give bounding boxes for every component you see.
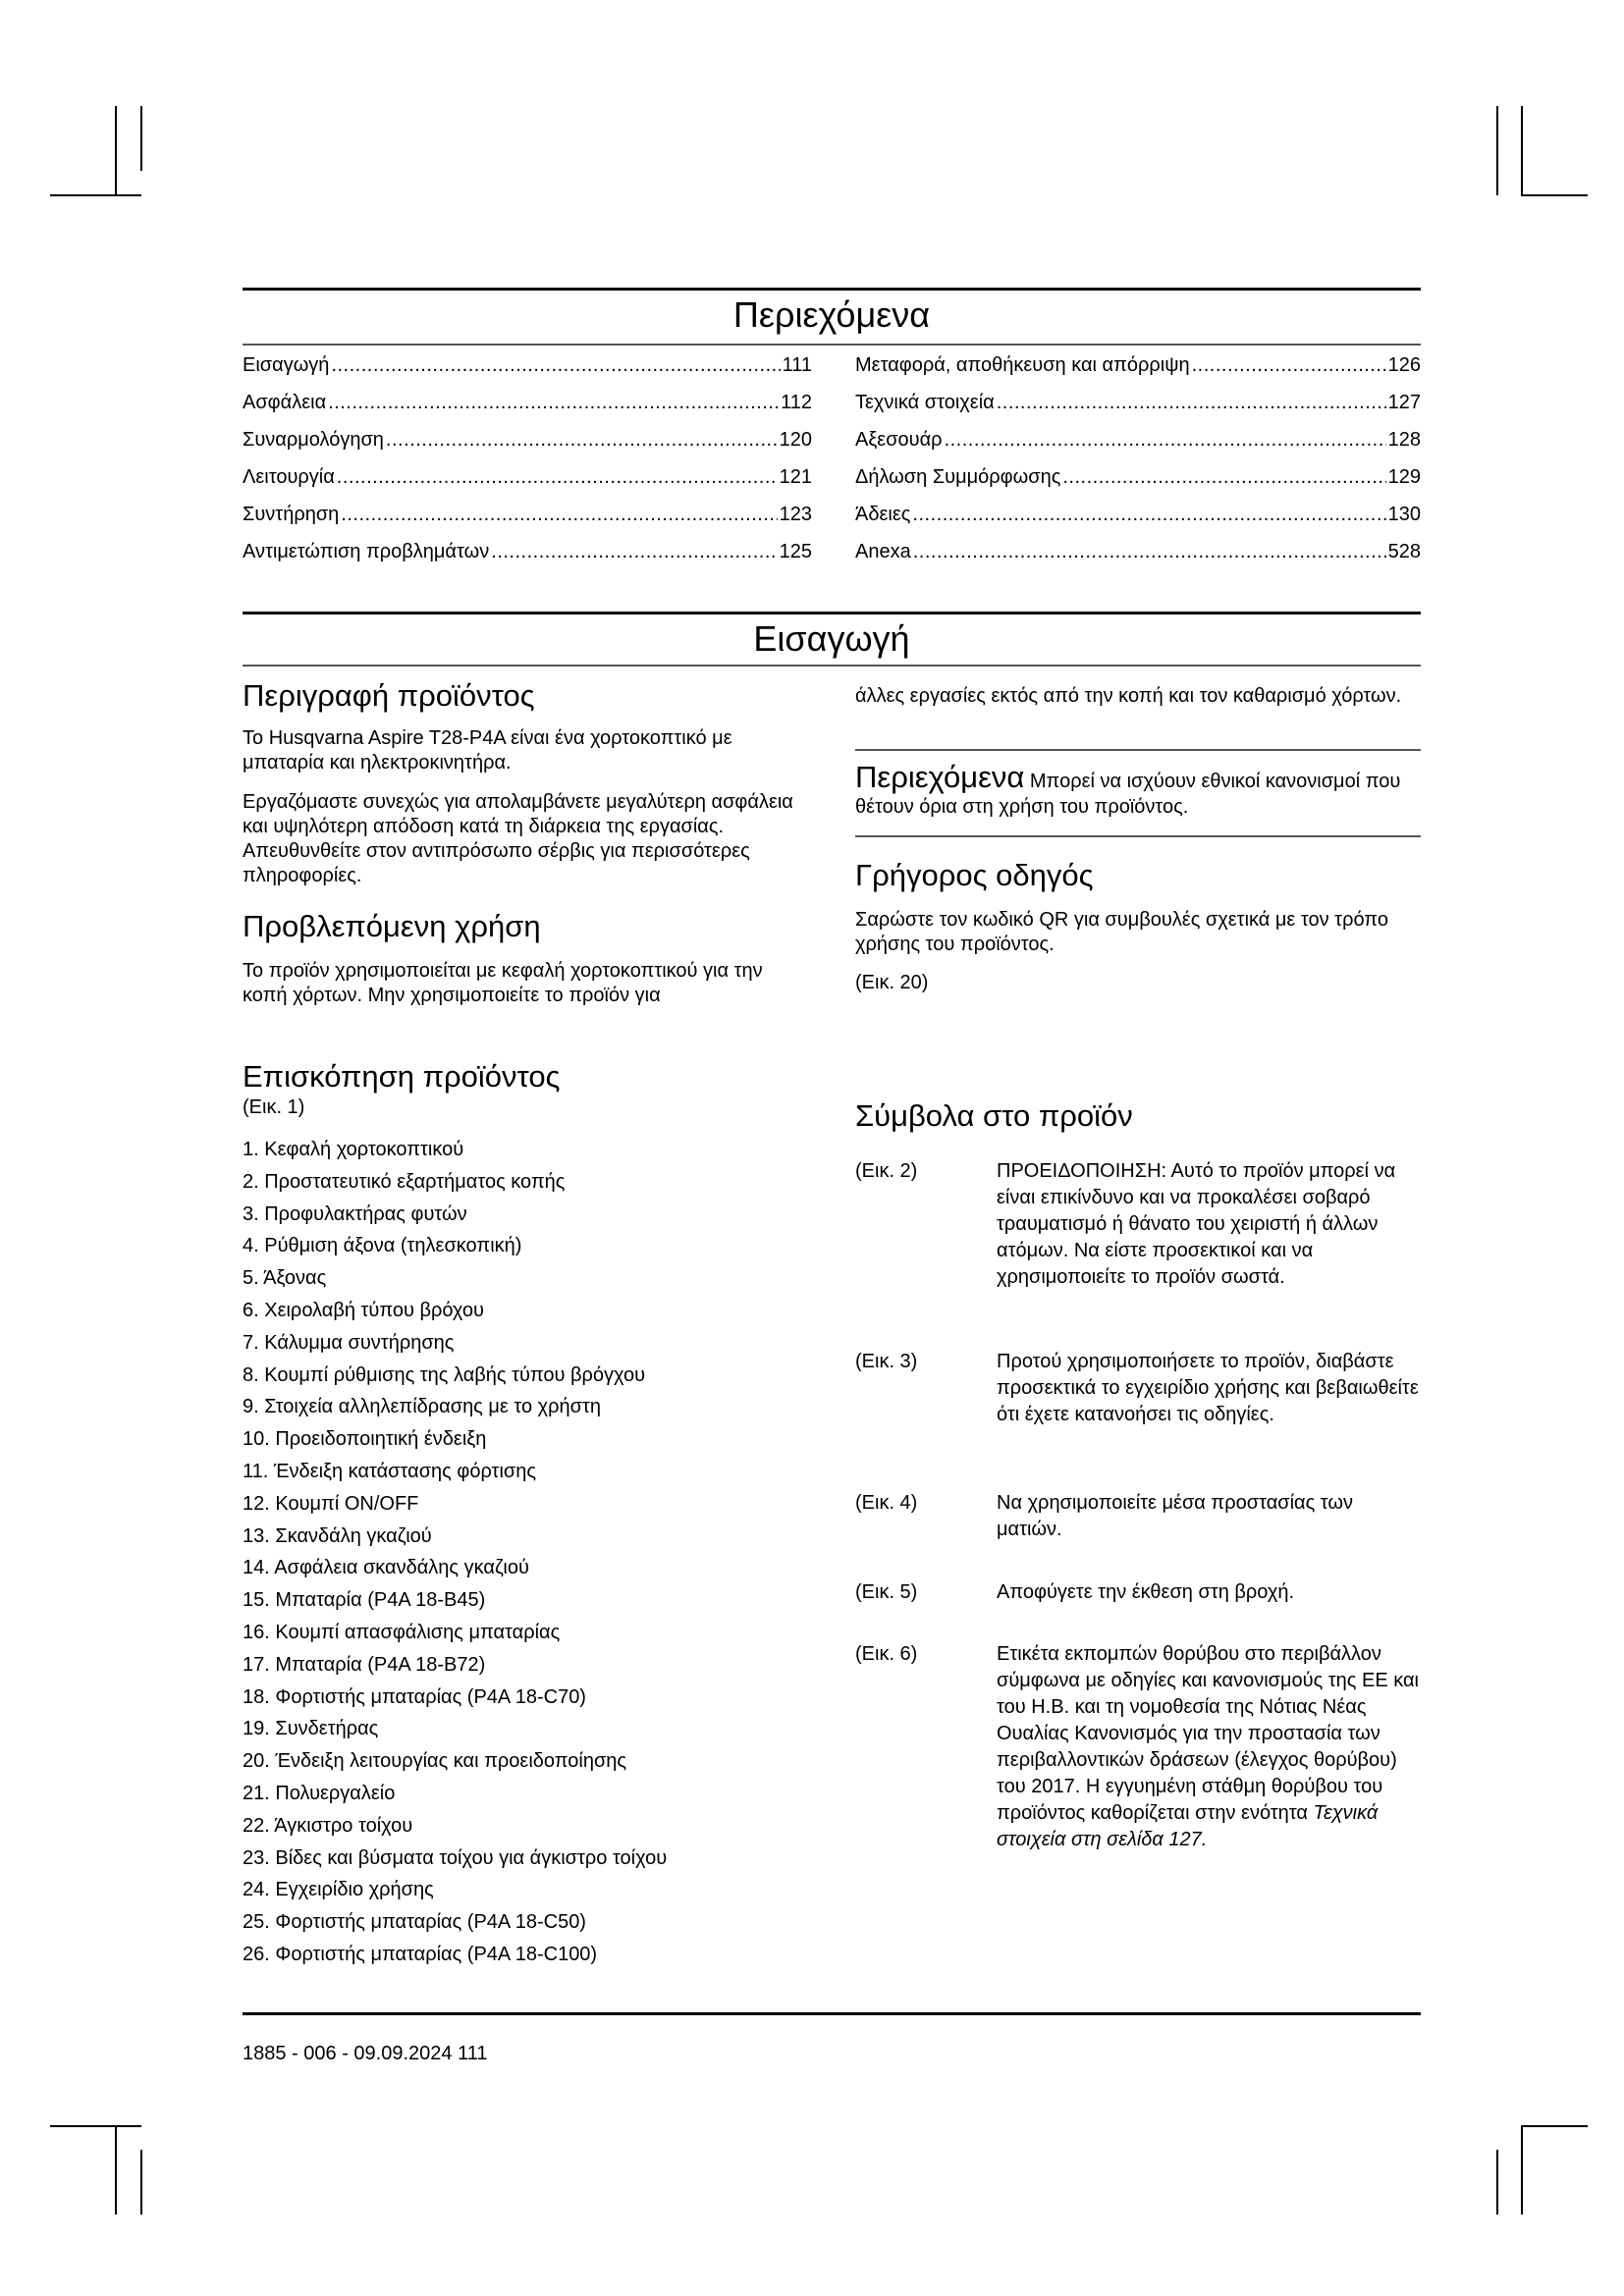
overview-heading: Επισκόπηση προϊόντος xyxy=(243,1059,561,1094)
symbol-entry xyxy=(855,1158,1421,1291)
list-item: 9. Στοιχεία αλληλεπίδρασης με το χρήστη xyxy=(243,1396,602,1418)
toc-rule xyxy=(243,344,1421,346)
quick-guide-figure-ref: (Εικ. 20) xyxy=(855,972,929,993)
list-item: 13. Σκανδάλη γκαζιού xyxy=(243,1524,432,1547)
list-item: 18. Φορτιστής μπαταρίας (P4A 18-C70) xyxy=(243,1685,586,1708)
intended-use-text: Το προϊόν χρησιμοποιείται με κεφαλή χορτοκοπτικού για την κοπή χόρτων. Μην χρησιμοποιείτε το προϊόν για xyxy=(243,960,763,1006)
cross-reference-link[interactable]: Τεχνικά στοιχεία στη σελίδα 127. xyxy=(997,1802,1379,1850)
overview-list xyxy=(243,1134,832,1971)
document-id: 1885 - 006 - 09.09.2024 xyxy=(243,2043,453,2064)
list-item: 1. Κεφαλή χορτοκοπτικού xyxy=(243,1139,464,1160)
symbol-description: Προτού χρησιμοποιήσετε το προϊόν, διαβάστε προσεκτικά το εγχειρίδιο χρήσης και βεβαιωθείτε ότι έχετε κατανοήσει τις οδηγίες. xyxy=(997,1351,1419,1425)
list-item: 20. Ένδειξη λειτουργίας και προειδοποίησης xyxy=(243,1750,627,1773)
toc-entry[interactable]: Τεχνικά στοιχεία ..... 127 xyxy=(855,391,1421,428)
toc-entry[interactable]: Αντιμετώπιση προβλημάτων ..... 125 xyxy=(243,540,812,577)
list-item: 21. Πολυεργαλείο xyxy=(243,1782,396,1804)
quick-guide-text: Σαρώστε τον κωδικό QR για συμβουλές σχετικά με τον τρόπο χρήσης του προϊόντος. xyxy=(855,909,1388,955)
left-column xyxy=(243,677,812,1008)
list-item: 2. Προστατευτικό εξαρτήματος κοπής xyxy=(243,1170,566,1193)
toc-entry[interactable]: Μεταφορά, αποθήκευση και απόρριψη ..... 126 xyxy=(855,353,1421,391)
symbol-description: ΠΡΟΕΙΔΟΠΟΙΗΣΗ: Αυτό το προϊόν μπορεί να είναι επικίνδυνο και να προκαλέσει σοβαρό τραυματισμό ή θάνατο του χειριστή ή άλλων ατόμων. Να είστε προσεκτικοί και να χρησιμοποιείτε το προϊόν σωστά. xyxy=(997,1160,1396,1288)
section-rule xyxy=(243,665,1421,667)
notice xyxy=(855,760,1421,820)
list-item: 7. Κάλυμμα συντήρησης xyxy=(243,1331,455,1354)
intended-use-heading: Προβλεπόμενη χρήση xyxy=(243,909,541,943)
notice-text: Μπορεί να ισχύουν εθνικοί κανονισμοί που θέτουν όρια στη χρήση του προϊόντος. xyxy=(855,771,1401,818)
toc-entry[interactable]: Δήλωση Συμμόρφωσης ..... 129 xyxy=(855,465,1421,503)
product-description-text: Το Husqvarna Aspire T28-P4A είναι ένα χορτοκοπτικό με μπαταρία και ηλεκτροκινητήρα. xyxy=(243,727,732,774)
symbol-description: Αποφύγετε την έκθεση στη βροχή. xyxy=(997,1581,1295,1603)
toc-left-column xyxy=(243,353,812,577)
toc-entry[interactable]: Ασφάλεια ..... 112 xyxy=(243,391,812,428)
toc-entry[interactable]: Συντήρηση ..... 123 xyxy=(243,503,812,540)
list-item: 17. Μπαταρία (P4A 18-B72) xyxy=(243,1653,486,1676)
symbol-figure-ref: (Εικ. 4) xyxy=(855,1492,918,1514)
list-item: 25. Φορτιστής μπαταρίας (P4A 18-C50) xyxy=(243,1911,586,1934)
noise-label-text: Ετικέτα εκπομπών θορύβου στο περιβάλλον σύμφωνα με οδηγίες και κανονισμούς της ΕΕ και του Η.Β. και τη νομοθεσία της Νότιας Νέας Ουαλίας Κανονισμός για την προστασία των περιβαλλοντικών δράσεων (έλεγχος θορύβου) του 2017. Η εγγυημένη στάθμη θορύβου του προϊόντος καθορίζεται στην ενότητα xyxy=(997,1643,1419,1824)
top-rule xyxy=(243,288,1421,291)
toc-entry[interactable]: Άδειες ..... 130 xyxy=(855,503,1421,540)
toc-right-column xyxy=(855,353,1421,577)
product-overview xyxy=(243,1058,832,1971)
overview-figure-ref: (Εικ. 1) xyxy=(243,1096,305,1118)
footer xyxy=(243,2042,487,2065)
page-number: 111 xyxy=(458,2043,488,2064)
footer-rule xyxy=(243,2012,1421,2015)
list-item: 15. Μπαταρία (P4A 18-B45) xyxy=(243,1589,486,1612)
toc-entry[interactable]: Αξεσουάρ ..... 128 xyxy=(855,428,1421,465)
notice-lead: Περιεχόμενα xyxy=(855,760,1025,794)
intended-use-text-continued: άλλες εργασίες εκτός από την κοπή και τον καθαρισμό χόρτων. xyxy=(855,685,1402,707)
right-column xyxy=(855,684,1421,709)
symbol-figure-ref: (Εικ. 5) xyxy=(855,1581,918,1603)
notice-rule xyxy=(855,835,1421,837)
list-item: 6. Χειρολαβή τύπου βρόχου xyxy=(243,1299,484,1321)
symbol-figure-ref: (Εικ. 2) xyxy=(855,1160,918,1182)
list-item: 3. Προφυλακτήρας φυτών xyxy=(243,1202,467,1225)
section-title: Εισαγωγή xyxy=(753,618,910,659)
symbol-figure-ref: (Εικ. 3) xyxy=(855,1351,918,1372)
symbol-entry xyxy=(855,1490,1421,1543)
symbols-heading: Σύμβολα στο προϊόν xyxy=(855,1098,1133,1133)
list-item: 19. Συνδετήρας xyxy=(243,1718,379,1740)
toc-entry[interactable]: Λειτουργία ..... 121 xyxy=(243,465,812,503)
toc-entry[interactable]: Συναρμολόγηση ..... 120 xyxy=(243,428,812,465)
list-item: 24. Εγχειρίδιο χρήσης xyxy=(243,1879,434,1901)
list-item: 14. Ασφάλεια σκανδάλης γκαζιού xyxy=(243,1557,529,1579)
quick-guide xyxy=(855,857,1421,995)
section-rule xyxy=(243,612,1421,614)
symbol-description: Να χρησιμοποιείτε μέσα προστασίας των ματιών. xyxy=(997,1492,1354,1540)
symbols-section xyxy=(855,1097,1421,1135)
symbol-entry xyxy=(855,1641,1421,1853)
toc-entry[interactable]: Anexa ..... 528 xyxy=(855,540,1421,577)
quick-guide-heading: Γρήγορος οδηγός xyxy=(855,858,1094,892)
list-item: 22. Άγκιστρο τοίχου xyxy=(243,1814,413,1837)
symbol-entry xyxy=(855,1349,1421,1428)
notice-rule xyxy=(855,749,1421,751)
list-item: 16. Κουμπί απασφάλισης μπαταρίας xyxy=(243,1621,561,1643)
list-item: 12. Κουμπί ON/OFF xyxy=(243,1492,419,1515)
symbol-description xyxy=(997,1641,1421,1853)
symbol-entry xyxy=(855,1579,1421,1606)
toc-entry[interactable]: Εισαγωγή ..... 111 xyxy=(243,353,812,391)
list-item: 10. Προειδοποιητική ένδειξη xyxy=(243,1428,487,1451)
list-item: 11. Ένδειξη κατάστασης φόρτισης xyxy=(243,1460,537,1482)
list-item: 4. Ρύθμιση άξονα (τηλεσκοπική) xyxy=(243,1235,522,1257)
list-item: 26. Φορτιστής μπαταρίας (P4A 18-C100) xyxy=(243,1943,598,1965)
toc-title: Περιεχόμενα xyxy=(732,294,931,335)
list-item: 5. Άξονας xyxy=(243,1267,327,1290)
symbol-figure-ref: (Εικ. 6) xyxy=(855,1643,918,1665)
list-item: 8. Κουμπί ρύθμισης της λαβής τύπου βρόγχου xyxy=(243,1363,646,1386)
product-description-heading: Περιγραφή προϊόντος xyxy=(243,678,535,713)
list-item: 23. Βίδες και βύσματα τοίχου για άγκιστρο τοίχου xyxy=(243,1846,668,1869)
product-description-text: Εργαζόμαστε συνεχώς για απολαμβάνετε μεγαλύτερη ασφάλεια και υψηλότερη απόδοση κατά τη διάρκεια της εργασίας. Απευθυνθείτε στον αντιπρόσωπο σέρβις για περισσότερες πληροφορίες. xyxy=(243,791,793,886)
